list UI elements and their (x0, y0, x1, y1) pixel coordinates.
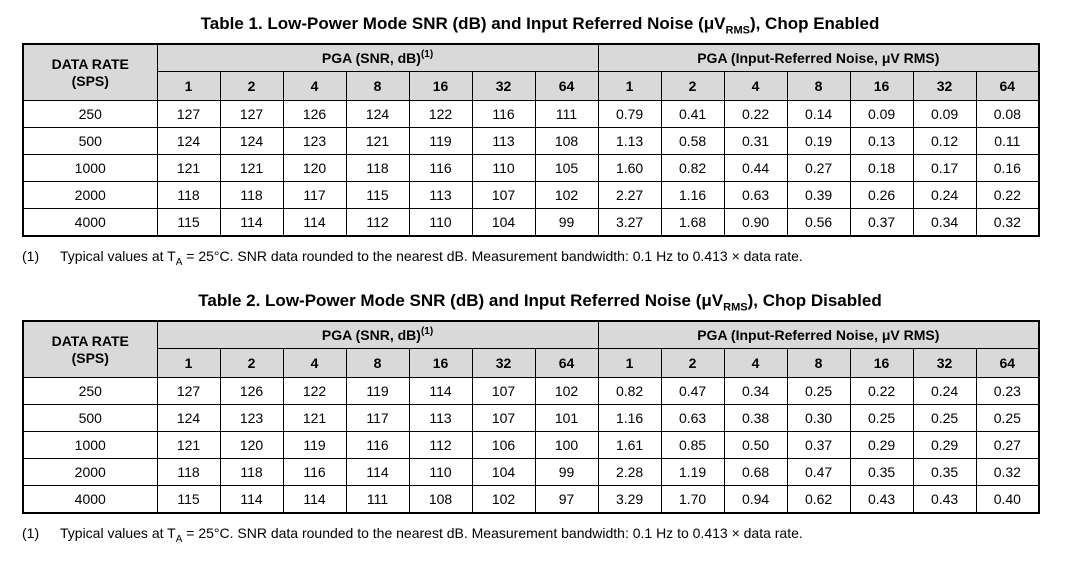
snr-value-cell: 124 (157, 405, 220, 432)
noise-value-cell: 0.25 (787, 378, 850, 405)
pga-header-cell: 16 (850, 349, 913, 378)
pga-header-cell: 2 (220, 349, 283, 378)
noise-value-cell: 0.24 (913, 182, 976, 209)
snr-value-cell: 119 (346, 378, 409, 405)
pga-header-cell: 32 (913, 349, 976, 378)
snr-value-cell: 113 (472, 128, 535, 155)
snr-value-cell: 123 (283, 128, 346, 155)
snr-value-cell: 114 (220, 209, 283, 237)
noise-value-cell: 1.60 (598, 155, 661, 182)
group-header-row (23, 44, 1039, 72)
pga-header-cell: 1 (598, 349, 661, 378)
snr-value-cell: 99 (535, 209, 598, 237)
noise-value-cell: 0.43 (913, 486, 976, 514)
noise-value-cell: 0.58 (661, 128, 724, 155)
noise-value-cell: 0.13 (850, 128, 913, 155)
data-rate-header-line2: (SPS) (71, 349, 109, 366)
pga-header-cell: 2 (220, 72, 283, 101)
snr-value-cell: 124 (220, 128, 283, 155)
table-row (23, 182, 1039, 209)
snr-value-cell: 115 (157, 209, 220, 237)
snr-value-cell: 111 (346, 486, 409, 514)
snr-value-cell: 104 (472, 459, 535, 486)
noise-value-cell: 0.47 (661, 378, 724, 405)
data-rate-cell: 4000 (23, 209, 157, 237)
pga-header-cell: 2 (661, 72, 724, 101)
noise-value-cell: 0.38 (724, 405, 787, 432)
snr-value-cell: 107 (472, 182, 535, 209)
pga-header-cell: 32 (913, 72, 976, 101)
snr-value-cell: 118 (157, 182, 220, 209)
pga-header-cell: 64 (976, 72, 1039, 101)
noise-value-cell: 0.25 (913, 405, 976, 432)
pga-header-cell: 4 (283, 72, 346, 101)
data-rate-header-line2: (SPS) (71, 72, 109, 89)
pga-header-cell: 1 (157, 349, 220, 378)
table2-title-text: Table 2. Low-Power Mode SNR (dB) and Input Referred Noise (μV (198, 291, 724, 310)
table-row (23, 101, 1039, 128)
snr-value-cell: 121 (157, 432, 220, 459)
noise-value-cell: 0.39 (787, 182, 850, 209)
pga-header-cell: 64 (976, 349, 1039, 378)
noise-value-cell: 0.37 (850, 209, 913, 237)
snr-value-cell: 117 (283, 182, 346, 209)
pga-header-cell: 4 (724, 72, 787, 101)
table-row (23, 405, 1039, 432)
footnote-text-pre: Typical values at T (60, 248, 176, 264)
footnote-marker: (1) (22, 248, 40, 264)
table-row (23, 432, 1039, 459)
snr-value-cell: 102 (472, 486, 535, 514)
snr-value-cell: 127 (220, 101, 283, 128)
snr-value-cell: 113 (409, 405, 472, 432)
snr-value-cell: 110 (409, 459, 472, 486)
noise-value-cell: 0.63 (724, 182, 787, 209)
noise-value-cell: 0.50 (724, 432, 787, 459)
snr-value-cell: 108 (535, 128, 598, 155)
snr-value-cell: 116 (472, 101, 535, 128)
noise-value-cell: 0.35 (913, 459, 976, 486)
noise-value-cell: 0.09 (850, 101, 913, 128)
table-row (23, 209, 1039, 237)
snr-value-cell: 107 (472, 378, 535, 405)
data-rate-cell: 1000 (23, 432, 157, 459)
data-rate-cell: 500 (23, 128, 157, 155)
snr-value-cell: 110 (409, 209, 472, 237)
noise-value-cell: 0.08 (976, 101, 1039, 128)
data-rate-header-line1: DATA RATE (51, 333, 129, 350)
snr-value-cell: 112 (409, 432, 472, 459)
table-chop-disabled (22, 320, 1040, 514)
snr-value-cell: 108 (409, 486, 472, 514)
snr-value-cell: 118 (346, 155, 409, 182)
pga-header-cell: 16 (409, 349, 472, 378)
data-rate-cell: 4000 (23, 486, 157, 514)
snr-group-label: PGA (SNR, dB) (321, 326, 421, 343)
data-rate-cell: 250 (23, 101, 157, 128)
noise-value-cell: 0.29 (913, 432, 976, 459)
snr-value-cell: 118 (220, 459, 283, 486)
snr-value-cell: 121 (346, 128, 409, 155)
noise-group-header: PGA (Input-Referred Noise, μV RMS) (598, 44, 1039, 72)
noise-value-cell: 0.25 (976, 405, 1039, 432)
snr-value-cell: 120 (220, 432, 283, 459)
pga-header-cell: 8 (787, 72, 850, 101)
snr-value-cell: 100 (535, 432, 598, 459)
noise-value-cell: 0.43 (850, 486, 913, 514)
snr-value-cell: 114 (220, 486, 283, 514)
noise-value-cell: 1.16 (598, 405, 661, 432)
data-rate-cell: 250 (23, 378, 157, 405)
noise-value-cell: 0.56 (787, 209, 850, 237)
snr-value-cell: 116 (409, 155, 472, 182)
snr-value-cell: 114 (346, 459, 409, 486)
noise-value-cell: 1.19 (661, 459, 724, 486)
pga-header-cell: 1 (157, 72, 220, 101)
snr-value-cell: 113 (409, 182, 472, 209)
footnote-text-pre: Typical values at T (60, 525, 176, 541)
snr-value-cell: 116 (346, 432, 409, 459)
snr-value-cell: 122 (283, 378, 346, 405)
noise-value-cell: 2.28 (598, 459, 661, 486)
pga-header-cell: 1 (598, 72, 661, 101)
noise-value-cell: 0.82 (598, 378, 661, 405)
snr-value-cell: 101 (535, 405, 598, 432)
noise-value-cell: 0.34 (724, 378, 787, 405)
group-header-row (23, 321, 1039, 349)
snr-value-cell: 119 (409, 128, 472, 155)
snr-value-cell: 126 (283, 101, 346, 128)
snr-value-cell: 107 (472, 405, 535, 432)
snr-value-cell: 111 (535, 101, 598, 128)
data-rate-header (23, 44, 157, 101)
snr-value-cell: 112 (346, 209, 409, 237)
data-rate-cell: 500 (23, 405, 157, 432)
snr-group-header (157, 321, 598, 349)
noise-value-cell: 0.19 (787, 128, 850, 155)
snr-value-cell: 119 (283, 432, 346, 459)
snr-group-label: PGA (SNR, dB) (321, 49, 421, 66)
snr-value-cell: 118 (220, 182, 283, 209)
noise-value-cell: 0.18 (850, 155, 913, 182)
snr-value-cell: 116 (283, 459, 346, 486)
noise-value-cell: 0.32 (976, 459, 1039, 486)
snr-value-cell: 121 (283, 405, 346, 432)
noise-value-cell: 0.37 (787, 432, 850, 459)
noise-value-cell: 0.62 (787, 486, 850, 514)
footnote-text (60, 247, 803, 268)
snr-value-cell: 102 (535, 182, 598, 209)
noise-value-cell: 0.32 (976, 209, 1039, 237)
noise-value-cell: 0.22 (850, 378, 913, 405)
snr-value-cell: 124 (157, 128, 220, 155)
footnote-2 (22, 524, 1080, 545)
noise-value-cell: 0.79 (598, 101, 661, 128)
table1-title-text: Table 1. Low-Power Mode SNR (dB) and Input Referred Noise (μV (200, 14, 726, 33)
noise-value-cell: 0.23 (976, 378, 1039, 405)
noise-value-cell: 0.16 (976, 155, 1039, 182)
noise-value-cell: 0.22 (724, 101, 787, 128)
subscript-rms: RMS (725, 24, 750, 37)
snr-value-cell: 102 (535, 378, 598, 405)
noise-value-cell: 1.13 (598, 128, 661, 155)
snr-value-cell: 104 (472, 209, 535, 237)
data-rate-cell: 1000 (23, 155, 157, 182)
noise-value-cell: 0.12 (913, 128, 976, 155)
snr-value-cell: 126 (220, 378, 283, 405)
noise-value-cell: 0.11 (976, 128, 1039, 155)
table-row (23, 378, 1039, 405)
table2-title-suffix: ), Chop Disabled (747, 291, 882, 310)
snr-value-cell: 114 (283, 486, 346, 514)
data-rate-cell: 2000 (23, 459, 157, 486)
noise-value-cell: 0.09 (913, 101, 976, 128)
snr-value-cell: 114 (283, 209, 346, 237)
noise-value-cell: 0.35 (850, 459, 913, 486)
noise-value-cell: 3.27 (598, 209, 661, 237)
pga-header-cell: 8 (787, 349, 850, 378)
table1-title-suffix: ), Chop Enabled (749, 14, 880, 33)
noise-value-cell: 0.47 (787, 459, 850, 486)
pga-header-cell: 16 (409, 72, 472, 101)
footnote-text (60, 524, 803, 545)
noise-value-cell: 0.27 (787, 155, 850, 182)
noise-value-cell: 0.31 (724, 128, 787, 155)
noise-value-cell: 0.90 (724, 209, 787, 237)
noise-value-cell: 1.68 (661, 209, 724, 237)
data-rate-header (23, 321, 157, 378)
snr-value-cell: 99 (535, 459, 598, 486)
pga-header-cell: 8 (346, 72, 409, 101)
snr-value-cell: 110 (472, 155, 535, 182)
data-rate-header-line1: DATA RATE (51, 56, 129, 73)
snr-value-cell: 124 (346, 101, 409, 128)
snr-value-cell: 122 (409, 101, 472, 128)
snr-value-cell: 114 (409, 378, 472, 405)
subscript-ta: A (175, 533, 183, 545)
snr-value-cell: 121 (157, 155, 220, 182)
snr-value-cell: 115 (346, 182, 409, 209)
snr-value-cell: 115 (157, 486, 220, 514)
noise-value-cell: 3.29 (598, 486, 661, 514)
pga-header-cell: 4 (724, 349, 787, 378)
noise-value-cell: 1.61 (598, 432, 661, 459)
noise-value-cell: 0.17 (913, 155, 976, 182)
noise-value-cell: 0.26 (850, 182, 913, 209)
noise-value-cell: 0.30 (787, 405, 850, 432)
table-row (23, 486, 1039, 514)
snr-value-cell: 106 (472, 432, 535, 459)
table-row (23, 128, 1039, 155)
noise-value-cell: 1.16 (661, 182, 724, 209)
pga-header-row (23, 349, 1039, 378)
pga-header-cell: 32 (472, 349, 535, 378)
snr-value-cell: 120 (283, 155, 346, 182)
pga-header-cell: 32 (472, 72, 535, 101)
snr-value-cell: 121 (220, 155, 283, 182)
snr-value-cell: 97 (535, 486, 598, 514)
pga-header-cell: 8 (346, 349, 409, 378)
footnote-ref-superscript: (1) (420, 48, 434, 60)
footnote-text-post: = 25°C. SNR data rounded to the nearest dB. Measurement bandwidth: 0.1 Hz to 0.413 × data rate. (182, 525, 803, 541)
noise-value-cell: 0.63 (661, 405, 724, 432)
table2-title (0, 291, 1080, 314)
pga-header-row (23, 72, 1039, 101)
snr-value-cell: 105 (535, 155, 598, 182)
noise-value-cell: 0.34 (913, 209, 976, 237)
noise-value-cell: 0.24 (913, 378, 976, 405)
subscript-rms: RMS (723, 301, 748, 314)
table-row (23, 459, 1039, 486)
footnote-1 (22, 247, 1080, 268)
footnote-ref-superscript: (1) (420, 325, 434, 337)
noise-value-cell: 0.40 (976, 486, 1039, 514)
noise-value-cell: 2.27 (598, 182, 661, 209)
table-row (23, 155, 1039, 182)
footnote-marker: (1) (22, 525, 40, 541)
noise-value-cell: 0.68 (724, 459, 787, 486)
noise-value-cell: 0.14 (787, 101, 850, 128)
noise-value-cell: 0.44 (724, 155, 787, 182)
noise-value-cell: 0.27 (976, 432, 1039, 459)
noise-value-cell: 0.94 (724, 486, 787, 514)
snr-value-cell: 118 (157, 459, 220, 486)
noise-value-cell: 0.85 (661, 432, 724, 459)
noise-value-cell: 0.82 (661, 155, 724, 182)
pga-header-cell: 64 (535, 349, 598, 378)
noise-value-cell: 0.29 (850, 432, 913, 459)
noise-value-cell: 0.22 (976, 182, 1039, 209)
snr-value-cell: 127 (157, 378, 220, 405)
snr-value-cell: 127 (157, 101, 220, 128)
table-chop-enabled (22, 43, 1040, 237)
pga-header-cell: 64 (535, 72, 598, 101)
subscript-ta: A (175, 256, 183, 268)
footnote-text-post: = 25°C. SNR data rounded to the nearest dB. Measurement bandwidth: 0.1 Hz to 0.413 × data rate. (182, 248, 803, 264)
snr-group-header (157, 44, 598, 72)
noise-value-cell: 0.41 (661, 101, 724, 128)
pga-header-cell: 4 (283, 349, 346, 378)
snr-value-cell: 117 (346, 405, 409, 432)
noise-value-cell: 1.70 (661, 486, 724, 514)
pga-header-cell: 16 (850, 72, 913, 101)
snr-value-cell: 123 (220, 405, 283, 432)
table1-title (0, 14, 1080, 37)
pga-header-cell: 2 (661, 349, 724, 378)
data-rate-cell: 2000 (23, 182, 157, 209)
noise-value-cell: 0.25 (850, 405, 913, 432)
noise-group-header: PGA (Input-Referred Noise, μV RMS) (598, 321, 1039, 349)
